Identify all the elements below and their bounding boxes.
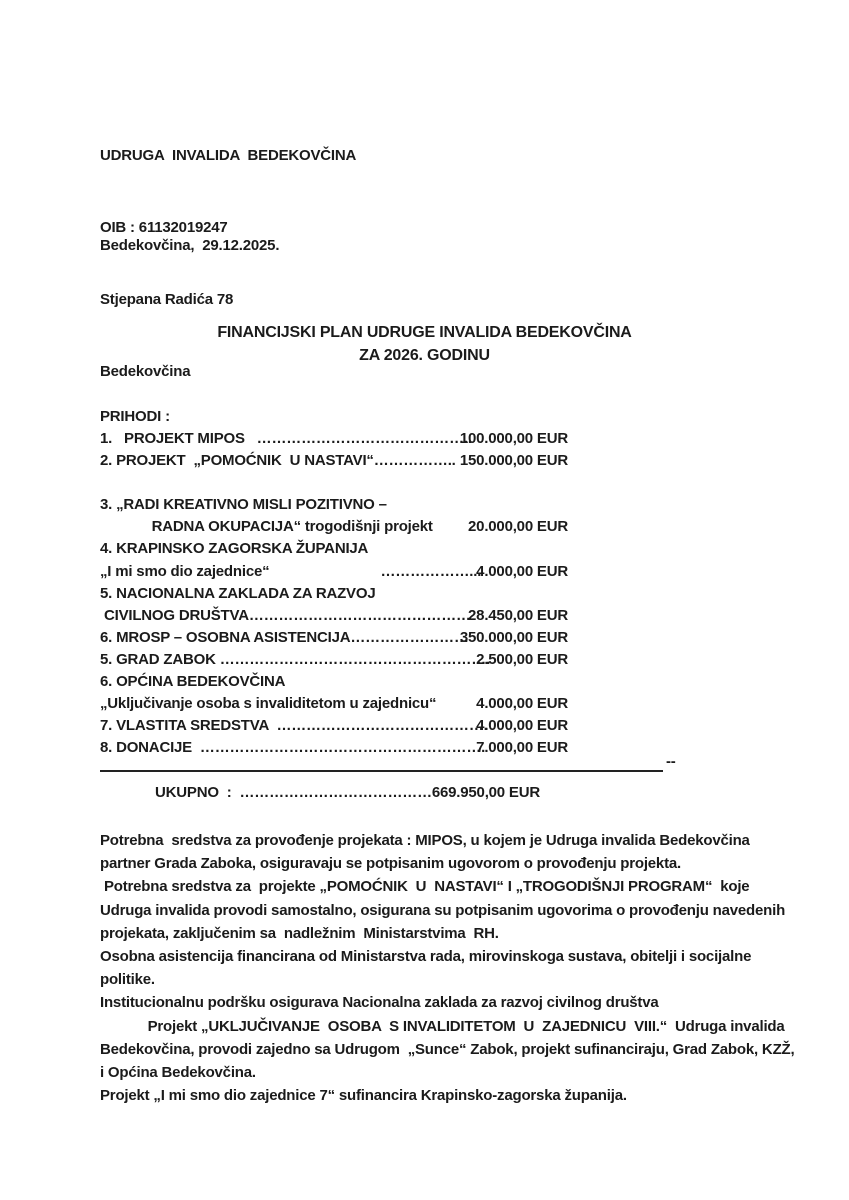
revenue-row (100, 717, 740, 739)
title-line-2: ZA 2026. GODINU (359, 347, 490, 364)
revenue-row (100, 585, 740, 607)
revenue-row (100, 673, 740, 695)
org-address: Stjepana Radića 78 (100, 291, 234, 308)
divider (100, 753, 676, 772)
revenue-row (100, 540, 740, 562)
revenue-item-amount: 4.000,00 EUR (476, 695, 568, 712)
paragraph-line: i Općina Bedekovčina. (100, 1064, 256, 1082)
revenue-item-amount: 2.500,00 EUR (476, 651, 568, 668)
revenue-row (100, 651, 740, 673)
org-name: UDRUGA INVALIDA BEDEKOVČINA (100, 147, 357, 164)
paragraph-line: partner Grada Zaboka, osiguravaju se potpisanim ugovorom o provođenju projekta. (100, 855, 681, 873)
revenue-item-label: 4. KRAPINSKO ZAGORSKA ŽUPANIJA (100, 540, 369, 557)
revenue-row (100, 563, 740, 585)
paragraph-line: Institucionalnu podršku osigurava Nacionalna zaklada za razvoj civilnog društva (100, 994, 659, 1012)
revenue-item-label: 5. NACIONALNA ZAKLADA ZA RAZVOJ (100, 585, 376, 602)
org-city: Bedekovčina (100, 363, 191, 380)
revenue-item-label: 1. PROJEKT MIPOS …………………………………….. (100, 430, 472, 447)
notes-section (100, 829, 794, 1107)
revenue-item-amount: 150.000,00 EUR (459, 452, 568, 469)
revenue-row (100, 430, 740, 452)
revenue-item-label: 2. PROJEKT „POMOĆNIK U NASTAVI“…………….. (100, 452, 456, 469)
paragraph-line: projekata, zaključenim sa nadležnim Ministarstvima RH. (100, 924, 499, 942)
revenue-item-amount: 7.000,00 EUR (476, 739, 568, 756)
revenue-item-amount: 100.000,00 EUR (459, 430, 568, 447)
revenue-row (100, 452, 740, 474)
total-line: UKUPNO : …………………………………669.950,00 EUR (155, 784, 540, 801)
revenue-row (100, 607, 740, 629)
revenue-item-label: RADNA OKUPACIJA“ trogodišnji projekt (100, 518, 433, 535)
paragraph-line: Osobna asistencija financirana od Ministarstva rada, mirovinskoga sustava, obitelji i socijalne (100, 948, 752, 966)
revenue-item-label: 3. „RADI KREATIVNO MISLI POZITIVNO – (100, 496, 387, 513)
dateline: Bedekovčina, 29.12.2025. (100, 237, 280, 254)
paragraph-line: Udruga invalida provodi samostalno, osigurana su potpisanim ugovorima o provođenju navedenih (100, 901, 786, 919)
paragraph-line: Potrebna sredstva za provođenje projekata : MIPOS, u kojem je Udruga invalida Bedekovčina (100, 832, 750, 849)
revenue-item-amount: 20.000,00 EUR (468, 518, 568, 535)
revenue-row (100, 629, 740, 651)
paragraph-line: Projekt „I mi smo dio zajednice 7“ sufinancira Krapinsko-zagorska županija. (100, 1087, 627, 1105)
org-header (100, 96, 356, 432)
paragraph-line: Potrebna sredstva za projekte „POMOĆNIK U NASTAVI“ I „TROGODIŠNJI PROGRAM“ koje (100, 878, 750, 896)
section-heading-prihodi: PRIHODI : (100, 408, 170, 425)
paragraph-line: Projekt „UKLJUČIVANJE OSOBA S INVALIDITETOM U ZAJEDNICU VIII.“ Udruga invalida (100, 1017, 785, 1035)
divider-suffix: -- (666, 753, 676, 770)
revenue-item-label: „I mi smo dio zajednice“ ………………... (100, 563, 482, 580)
divider-line (100, 756, 663, 772)
revenue-item-label: „Uključivanje osoba s invaliditetom u zajednicu“ (100, 695, 437, 712)
revenue-item-label: 6. MROSP – OSOBNA ASISTENCIJA…………………… (100, 629, 469, 646)
paragraph-line: Bedekovčina, provodi zajedno sa Udrugom „Sunce“ Zabok, projekt sufinanciraju, Grad Zabok, KZŽ, (100, 1040, 795, 1058)
title-line-1: FINANCIJSKI PLAN UDRUGE INVALIDA BEDEKOVČINA (217, 324, 632, 341)
revenue-row (100, 496, 740, 518)
revenue-row (100, 695, 740, 717)
document-title (0, 321, 849, 367)
revenue-row (100, 518, 740, 540)
paragraph-line: politike. (100, 971, 155, 989)
revenue-item-amount: 4.000,00 EUR (476, 717, 568, 734)
revenue-item-label: 5. GRAD ZABOK ………………………………………………. (100, 651, 491, 668)
revenue-item-amount: 28.450,00 EUR (468, 607, 568, 624)
revenue-item-amount: 4.000,00 EUR (476, 563, 568, 580)
revenue-item-label: 8. DONACIJE …………………………………………………. (100, 739, 486, 756)
org-oib: OIB : 61132019247 (100, 219, 228, 236)
revenue-item-label: CIVILNOG DRUŠTVA……………………………………… (100, 607, 471, 624)
revenue-item-label: 7. VLASTITA SREDSTVA ……………………………………. (100, 717, 488, 734)
revenue-item-label: 6. OPĆINA BEDEKOVČINA (100, 673, 286, 690)
revenue-item-amount: 350.000,00 EUR (459, 629, 568, 646)
